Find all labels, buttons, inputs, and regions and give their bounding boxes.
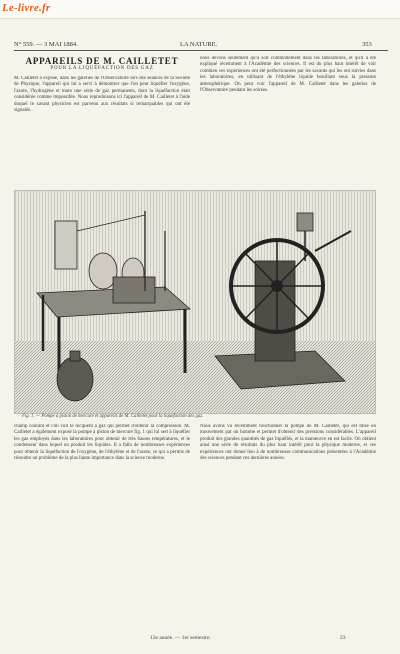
article-title: APPAREILS DE M. CAILLETET [25, 56, 179, 66]
article-subtitle: POUR LA LIQUÉFACTION DES GAZ [50, 66, 154, 71]
wicker-demijohn [57, 357, 93, 401]
apparatus-illustration [15, 191, 375, 413]
column-right-bottom: Nous avons vu récemment fonctionner la pompe de M. Cailletet, qui est mise en mouvement par un homme et permet d'obtenir des pressions considérables. L'appareil produit des grandes quantités de gaz liquéfiés, et la manœuvre en est facile. On obtient ainsi une série de résultats du plus haut intérêt pour la physique moderne, et ces expériences ont donné lieu à de nombreuses communications présentées à l'Académie des sciences pendant ces dernières années. [200, 424, 376, 462]
pressure-gauge [297, 213, 313, 231]
demijohn-neck [70, 351, 80, 361]
header-rule [14, 50, 388, 51]
page-number: 353 [362, 41, 372, 48]
watermark-bar [0, 0, 400, 19]
figure-caption: Fig. 1. — Pompe à piston de mercure et appareils de M. Cailletet pour la liquéfaction des gaz. [22, 414, 204, 419]
glass-jar [55, 221, 77, 269]
journal-name: LA NATURE. [180, 41, 218, 48]
column-left-top: M. Cailletet a exposé, dans les galeries de l'Observatoire lors des séances de la Société de Physique, l'appareil qui lui a servi à démontrer que l'on peut liquéfier l'oxygène, l'azote, l'hydrogène et toute une série de gaz permanents, dont la liquéfaction était considérée comme impossible. Nous reproduisons ici l'appareil de M. Cailletet à l'aide duquel le savant physicien est parvenu aux résultats si remarquables qui ont été signalés. [14, 76, 190, 114]
engraving-figure [14, 190, 376, 414]
issue-number: N° 559. — 3 MAI 1884. [14, 41, 78, 48]
apparatus-box [113, 277, 155, 303]
column-right-top: nous devons seulement qu'il soit commodément dans les laboratoires, et qu'il a été expliqué récemment à l'Académie des sciences. Il est du plus haut intérêt de voir combien ces expériences ont été perfectionnées par les savants qui les ont suivies dans les laboratoires, en utilisant de l'éthylène liquide bouillant sous la pression atmosphérique. On peut voir l'appareil de M. Cailletet dans les galeries de l'Observatoire pendant les soirées. [200, 56, 376, 94]
column-left-bottom: champ courant et l'on voit le récipient à gaz qui permet d'obtenir la compression. M. Cailletet a également exposé la pompe à piston de mercure fig. 1 qui lui sert à liquéfier les gaz employés dans les laboratoires pour obtenir de très basses températures, et le condenseur dans lequel on produit les liquides. Il a fallu de nombreuses expériences pour obtenir la liquéfaction de l'oxygène, de l'éthylène et de l'azote, ce qui a permis de résoudre un problème de la plus haute importance dans la science moderne. [14, 424, 190, 462]
footer-volume: 12e année. — 1er semestre. [150, 635, 211, 641]
site-logo[interactable]: Le-livre.fr [2, 2, 51, 14]
footer-signature: 23 [340, 635, 346, 641]
pump-frame [255, 261, 295, 361]
